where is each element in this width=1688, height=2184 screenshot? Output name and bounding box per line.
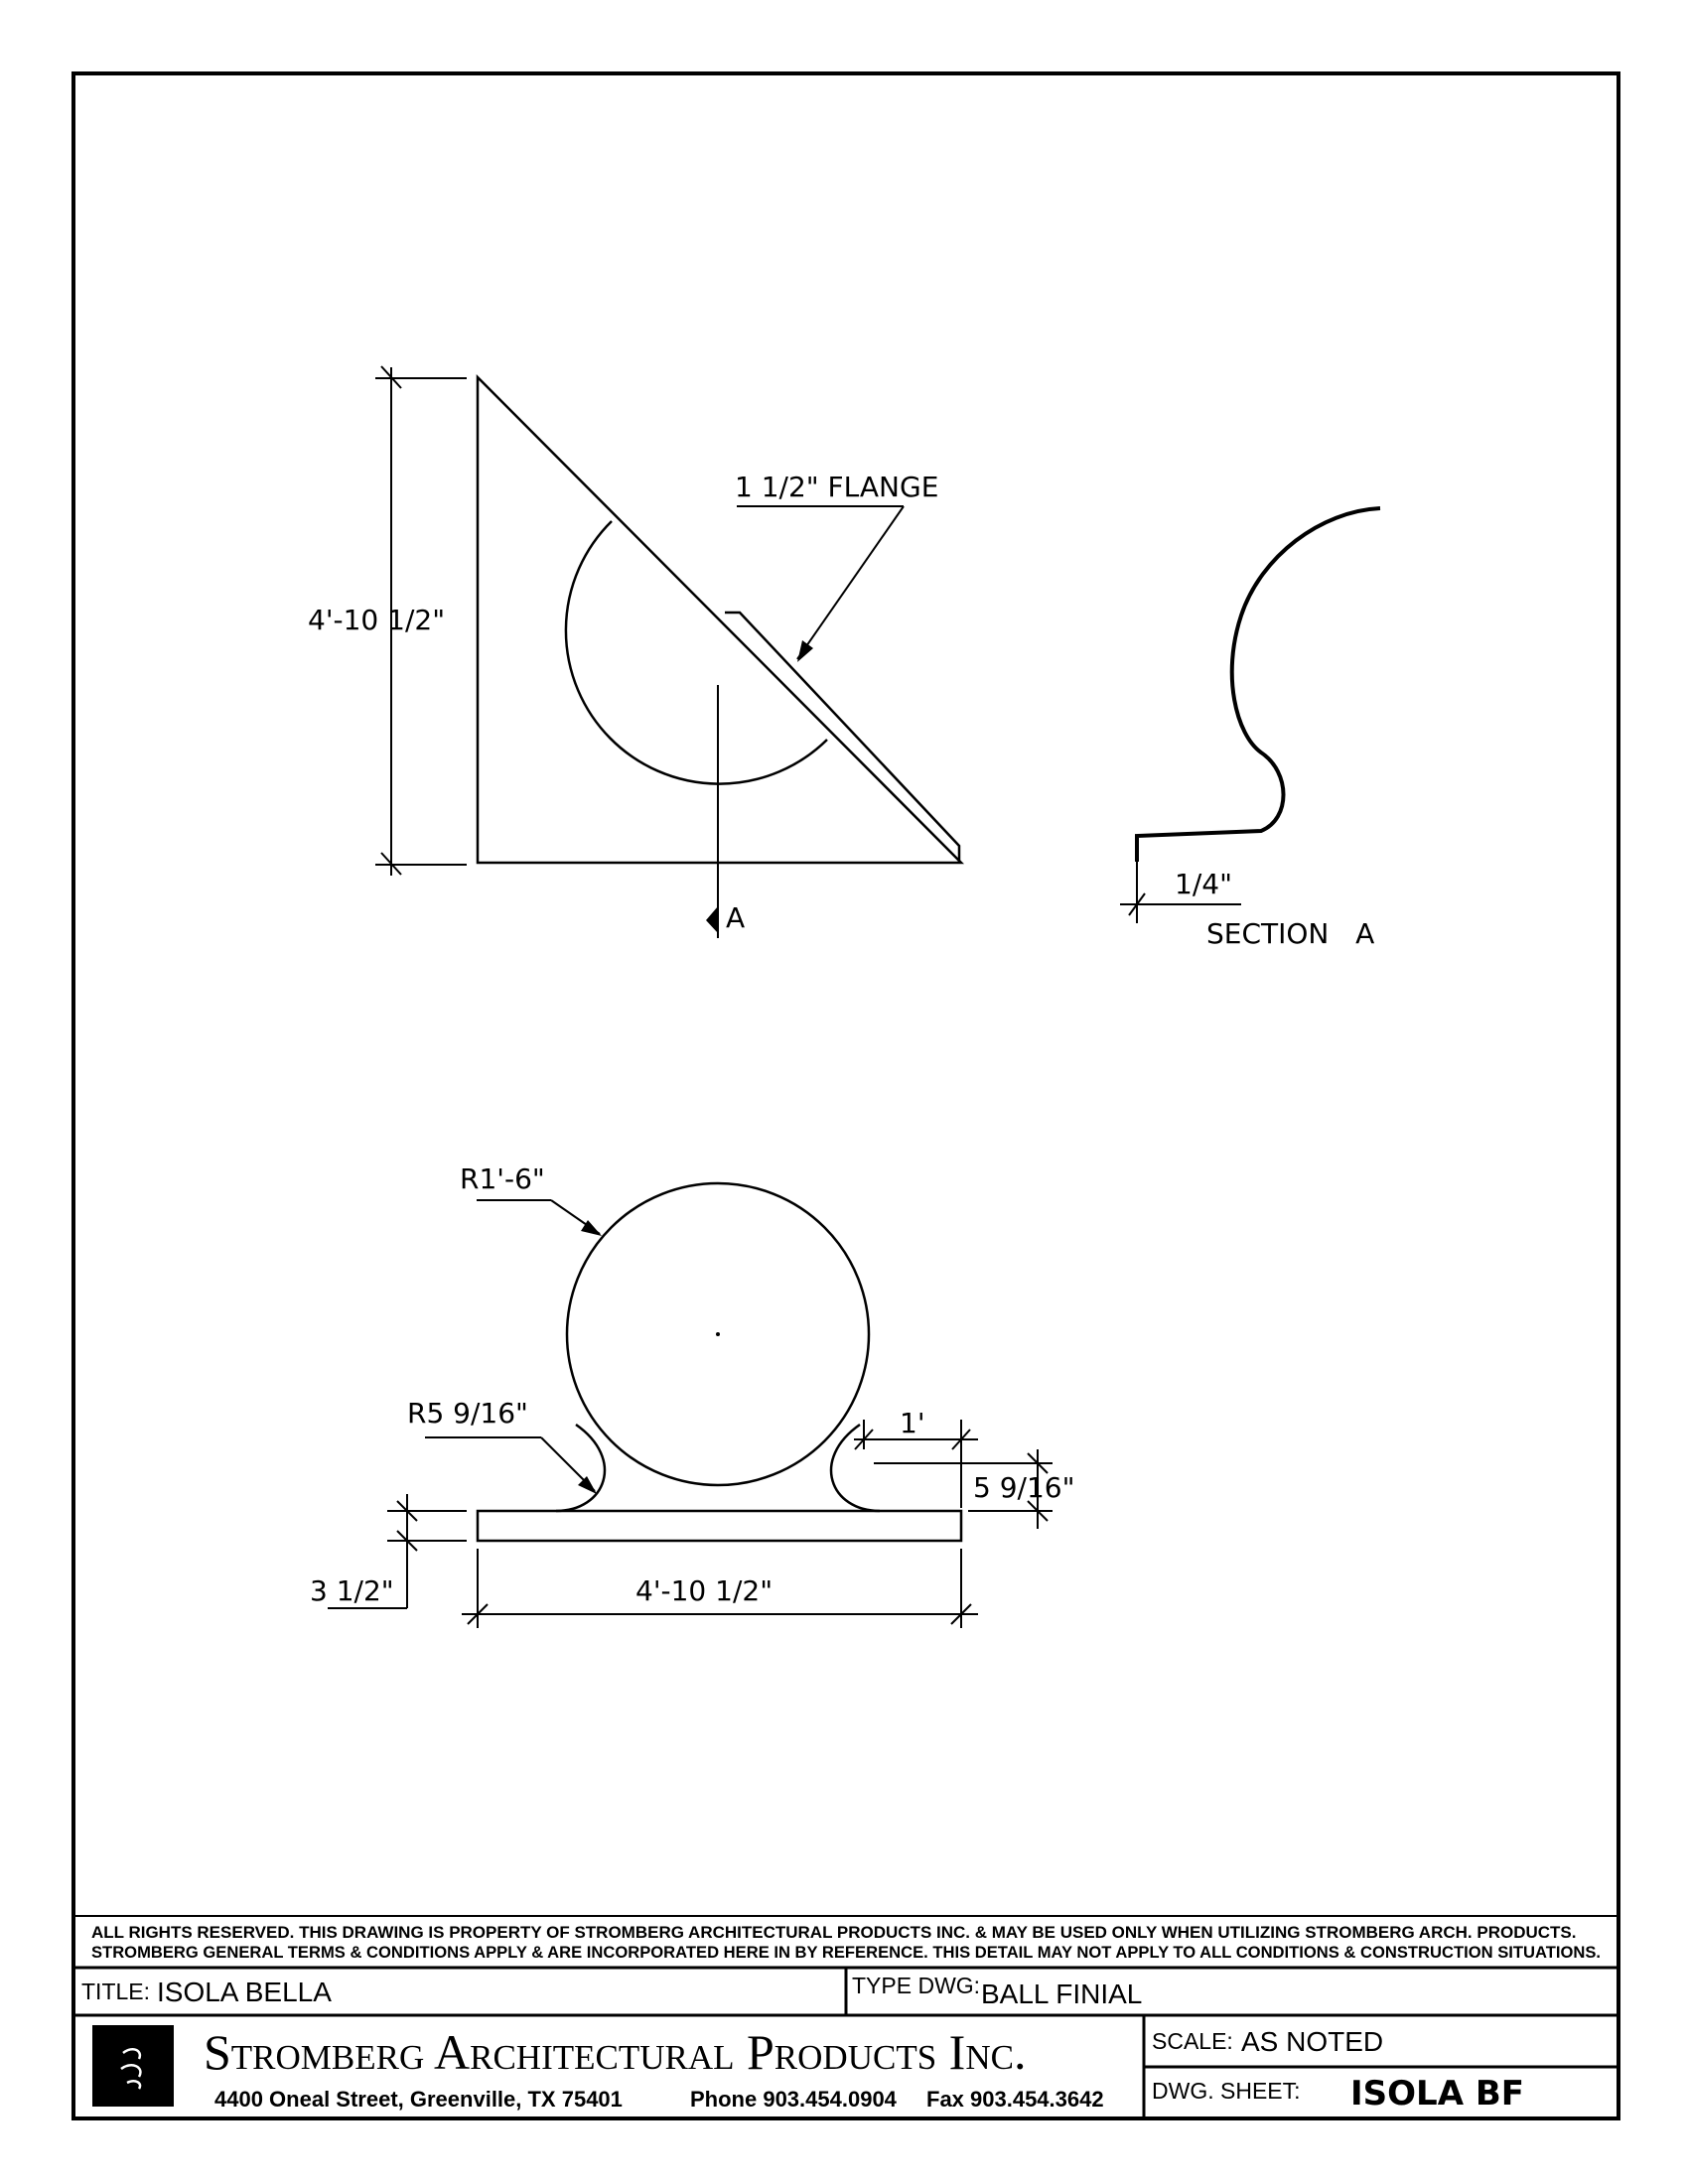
rights-line-1: ALL RIGHTS RESERVED. THIS DRAWING IS PROPERTY OF STROMBERG ARCHITECTURAL PRODUCTS INC. & MAY BE USED ONLY WHEN UTILIZING STROMBERG ARCH. PRODUCTS. [91,1923,1577,1942]
sheet-label: DWG. SHEET: [1152,2078,1301,2104]
section-arrow [706,906,718,933]
flange-leader [797,506,904,659]
base-thk-text: 3 1/2" [310,1574,394,1607]
triangle-outline [478,377,961,863]
section-title: SECTION A [1206,917,1375,950]
company-phone: Phone 903.454.0904 [690,2087,897,2112]
company-name: Stromberg Architectural Products Inc. [204,2024,1027,2080]
section-profile [1137,508,1380,862]
company-address: 4400 Oneal Street, Greenville, TX 75401 [214,2087,623,2112]
rights-line-2: STROMBERG GENERAL TERMS & CONDITIONS APPLY & ARE INCORPORATED HERE IN BY REFERENCE. THIS DETAIL MAY NOT APPLY TO ALL CONDITIONS & CONSTRUCTION SITUATIONS. [91,1943,1601,1962]
neck-offset-text: 1' [900,1407,925,1439]
section-a-view [1120,508,1380,950]
sheet-value: ISOLA BF [1350,2074,1524,2114]
neck-right [831,1425,880,1511]
scale-value: AS NOTED [1241,2026,1384,2057]
sheet-border [73,73,1618,2118]
neck-height-text: 5 9/16" [973,1471,1075,1504]
neck-radius-arrow [578,1476,597,1494]
height-dim-text: 4'-10 1/2" [308,604,446,636]
company-fax: Fax 903.454.3642 [926,2087,1104,2112]
title-value: ISOLA BELLA [157,1977,332,2007]
title-label: TITLE: [81,1979,151,2004]
type-value: BALL FINIAL [981,1979,1143,2009]
type-label: TYPE DWG: [852,1973,981,1998]
elevation-view [308,366,961,938]
neck-left [556,1425,605,1511]
neck-radius-text: R5 9/16" [407,1397,528,1430]
section-marker-label: A [726,901,746,934]
base-plate [478,1511,961,1541]
plan-view [310,1162,1074,1628]
ball-center-point [716,1332,720,1336]
flange-callout-text: 1 1/2" FLANGE [735,471,939,503]
ball-radius-text: R1'-6" [460,1162,545,1195]
thickness-dim-text: 1/4" [1175,868,1232,900]
flange-leader-arrow [797,640,813,662]
scale-label: SCALE: [1152,2028,1233,2054]
title-block [73,1916,1618,2118]
base-width-text: 4'-10 1/2" [635,1574,774,1607]
ball-half-arc [566,521,827,784]
